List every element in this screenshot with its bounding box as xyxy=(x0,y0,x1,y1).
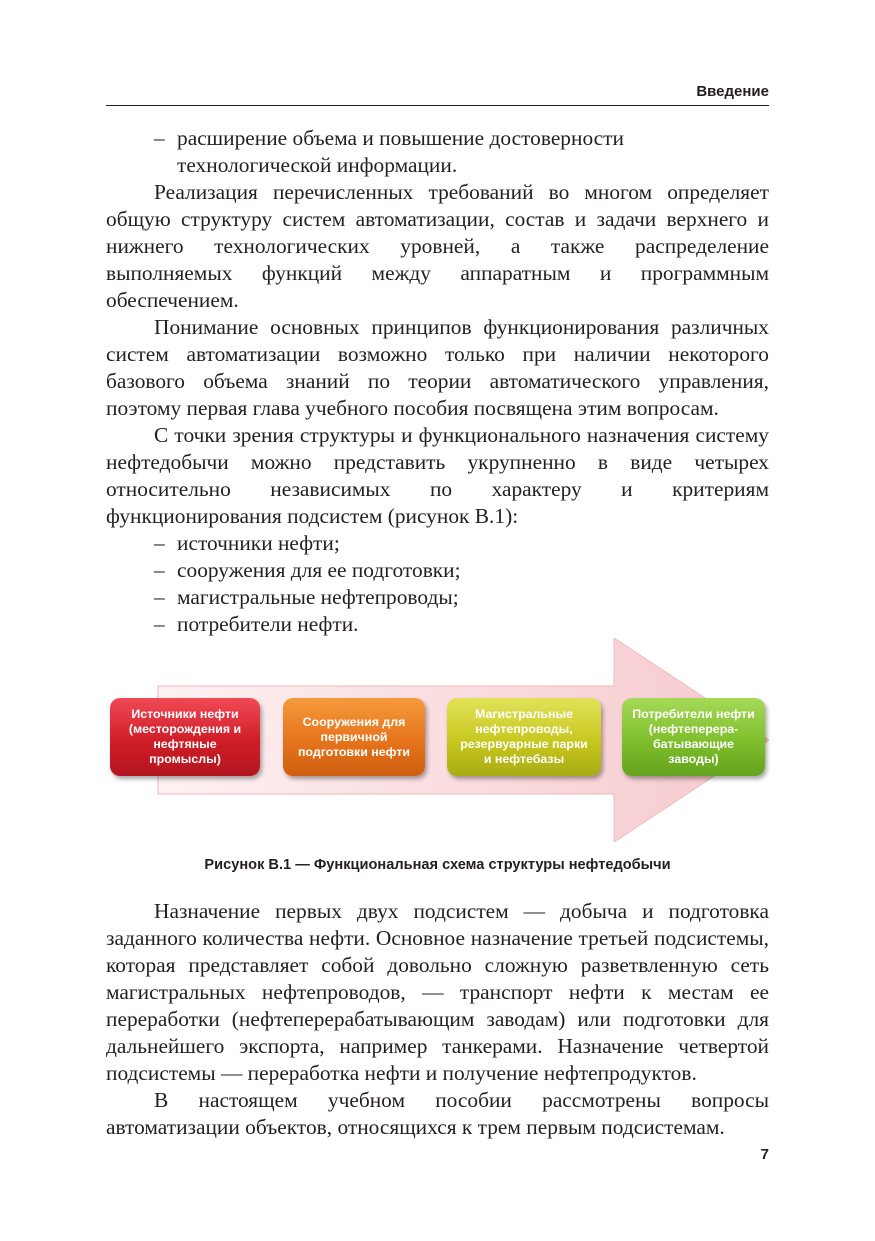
body-text-bottom xyxy=(106,898,769,1141)
list-item xyxy=(106,611,769,638)
running-header: Введение xyxy=(696,83,769,100)
list-item xyxy=(106,530,769,557)
list-item xyxy=(106,584,769,611)
list-item-text: расширение объема и повышение достоверности технологической информации. xyxy=(177,126,624,177)
list-item-text: магистральные нефтепроводы; xyxy=(177,585,459,609)
box-line: Потребители нефти xyxy=(632,707,755,721)
box-line: нефтяные xyxy=(153,737,217,751)
list-item xyxy=(106,557,769,584)
subsystem-list xyxy=(106,530,769,638)
box-line: резервуарные парки xyxy=(460,737,588,751)
paragraph: Реализация перечисленных требований во многом определяет общую структуру систем автоматизации, состав и задачи верхнего и нижнего технологических уровней, а также распределение выполняемых функций между аппаратным и программным обеспечением. xyxy=(106,180,769,312)
box-preparation-facilities xyxy=(283,698,425,776)
list-dash: – xyxy=(154,612,165,636)
box-line: Сооружения для xyxy=(302,714,406,729)
list-item-text: потребители нефти. xyxy=(177,612,359,636)
list-item-text: сооружения для ее подготовки; xyxy=(177,558,461,582)
box-line: и нефтебазы xyxy=(483,752,565,766)
paragraph: С точки зрения структуры и функционального назначения систему нефтедобычи можно представить укрупненно в виде четырех относительно независимых по характеру и критериям функционирования подсистем (рисунок В.1): xyxy=(106,423,769,528)
figure-diagram xyxy=(106,638,769,842)
list-continued xyxy=(106,125,769,179)
list-item xyxy=(106,125,769,179)
list-dash: – xyxy=(154,558,165,582)
box-line: Источники нефти xyxy=(131,707,239,721)
box-oil-consumers xyxy=(622,698,765,776)
box-line: промыслы) xyxy=(149,752,221,766)
figure-caption: Рисунок В.1 — Функциональная схема структуры нефтедобычи xyxy=(204,857,671,873)
page-number: 7 xyxy=(760,1146,769,1163)
box-line: заводы) xyxy=(668,752,719,766)
box-line: нефтепроводы, xyxy=(475,722,573,736)
paragraph: Назначение первых двух подсистем — добыча и подготовка заданного количества нефти. Основное назначение третьей подсистемы, которая представляет собой довольно сложную разветвленную сеть магистральных нефтепроводов, — транспорт нефти к местам ее переработки (нефтеперерабатывающим заводам) или подготовки для дальнейшего экспорта, например танкерами. Назначение четвертой подсистемы — переработка нефти и получение нефтепродуктов. xyxy=(106,899,769,1085)
header-rule xyxy=(106,105,769,106)
box-line: (нефтеперера- xyxy=(648,722,739,736)
box-line: батывающие xyxy=(652,737,735,751)
list-dash: – xyxy=(154,126,165,150)
box-line: первичной xyxy=(320,729,388,744)
list-item-text: источники нефти; xyxy=(177,531,340,555)
paragraph: Понимание основных принципов функционирования различных систем автоматизации возможно только при наличии некоторого базового объема знаний по теории автоматического управления, поэтому первая глава учебного пособия посвящена этим вопросам. xyxy=(106,315,769,420)
box-line: Магистральные xyxy=(474,707,573,721)
box-line: (месторождения и xyxy=(128,722,242,736)
paragraph: В настоящем учебном пособии рассмотрены вопросы автоматизации объектов, относящихся к трем первым подсистемам. xyxy=(106,1088,769,1139)
body-text-top xyxy=(106,125,769,638)
box-oil-sources xyxy=(110,698,260,776)
box-main-pipelines xyxy=(447,698,601,776)
list-dash: – xyxy=(154,585,165,609)
list-dash: – xyxy=(154,531,165,555)
box-line: подготовки нефти xyxy=(297,744,411,759)
